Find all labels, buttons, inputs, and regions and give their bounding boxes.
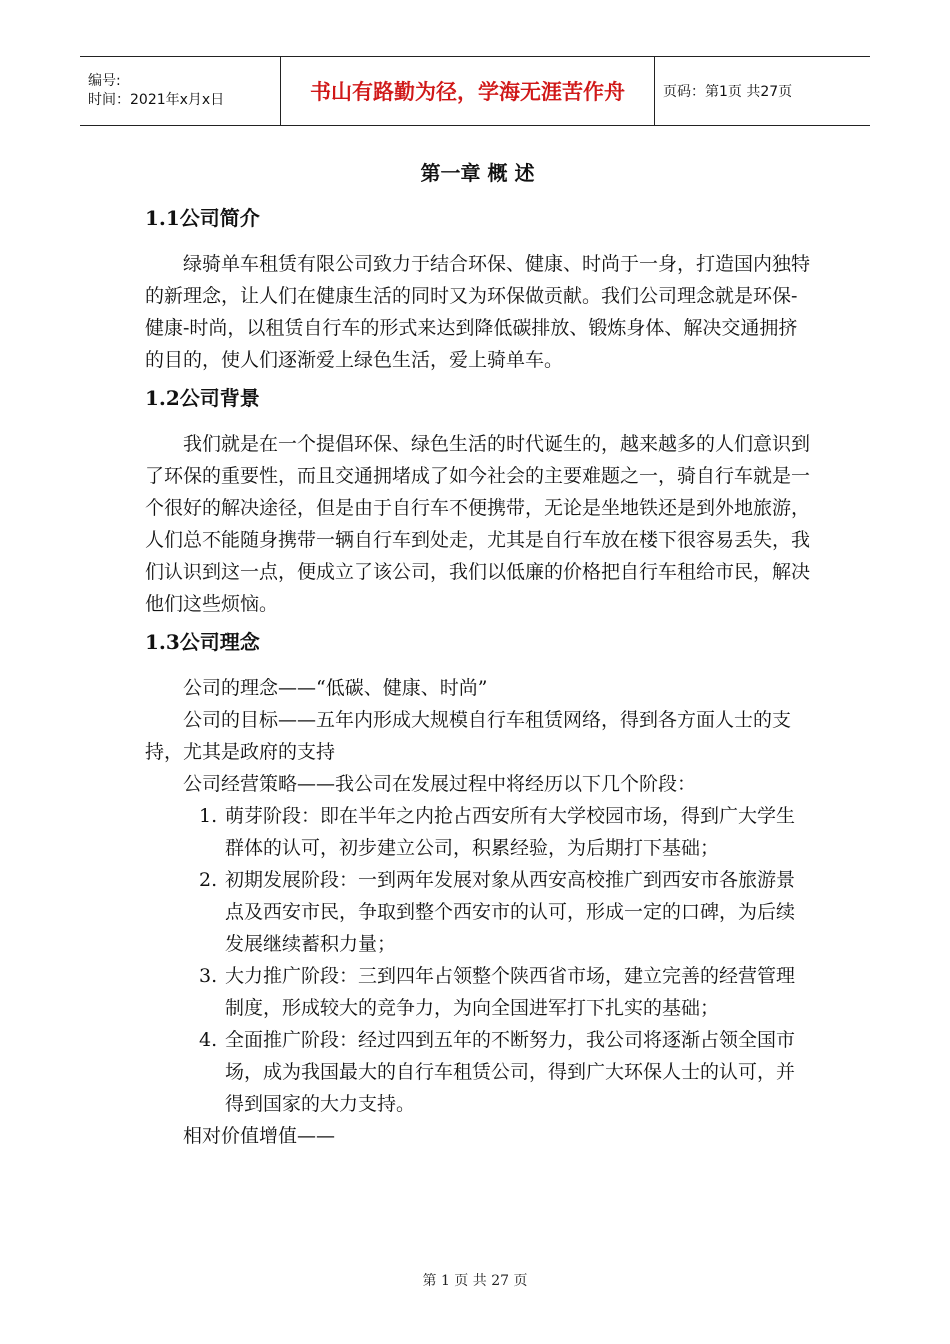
document-number-label: 编号: [88, 73, 121, 89]
page-header [80, 56, 870, 126]
list-item-number: 2. [199, 869, 218, 891]
list-item [145, 864, 810, 960]
list-item-number: 1. [199, 805, 218, 827]
section-paragraph-background: 我们就是在一个提倡环保、绿色生活的时代诞生的，越来越多的人们意识到了环保的重要性，而且交通拥堵成了如今社会的主要难题之一，骑自行车就是一个很好的解决途径，但是由于自行车不便携带，无论是坐地铁还是到外地旅游，人们总不能随身携带一辆自行车到处走，尤其是自行车放在楼下很容易丢失，我们认识到这一点，便成立了该公司，我们以低廉的价格把自行车租给市民，解决他们这些烦恼。 [145, 433, 811, 615]
page-footer: 第 1 页 共 27 页 [422, 1273, 528, 1289]
chapter-title: 第一章 概 述 [420, 161, 535, 185]
list-item-number: 3. [199, 965, 218, 987]
header-page-info: 页码：第1页 共27页 [663, 84, 793, 100]
document-date-label: 时间：2021年x月x日 [88, 92, 225, 108]
list-item [145, 1024, 810, 1120]
list-item-number: 4. [199, 1029, 218, 1051]
list-item [145, 800, 810, 864]
section-heading-intro: 1.1公司简介 [145, 206, 260, 230]
list-item [145, 960, 810, 1024]
strategy-stage-list [145, 800, 810, 1120]
philosophy-strategy: 公司经营策略——我公司在发展过程中将经历以下几个阶段： [183, 773, 697, 795]
list-item-text: 大力推广阶段：三到四年占领整个陕西省市场，建立完善的经营管理制度，形成较大的竞争力，为向全国进军打下扎实的基础； [225, 965, 796, 1019]
list-item-text: 初期发展阶段：一到两年发展对象从西安高校推广到西安市各旅游景点及西安市民，争取到整个西安市的认可，形成一定的口碑，为后续发展继续蓄积力量； [225, 869, 796, 955]
philosophy-concept: 公司的理念——“低碳、健康、时尚” [183, 677, 488, 699]
philosophy-goal: 公司的目标——五年内形成大规模自行车租赁网络，得到各方面人士的支持，尤其是政府的支持 [145, 709, 792, 763]
section-heading-philosophy: 1.3公司理念 [145, 630, 260, 654]
header-motto: 书山有路勤为径，学海无涯苦作舟 [281, 57, 655, 125]
document-body [145, 150, 810, 1152]
section-heading-background: 1.2公司背景 [145, 386, 260, 410]
list-item-text: 萌芽阶段：即在半年之内抢占西安所有大学校园市场，得到广大学生群体的认可，初步建立公司，积累经验，为后期打下基础； [225, 805, 796, 859]
philosophy-value-added: 相对价值增值—— [183, 1125, 336, 1147]
list-item-text: 全面推广阶段：经过四到五年的不断努力，我公司将逐渐占领全国市场，成为我国最大的自行车租赁公司，得到广大环保人士的认可，并得到国家的大力支持。 [225, 1029, 796, 1115]
header-meta [80, 57, 281, 125]
section-paragraph-intro: 绿骑单车租赁有限公司致力于结合环保、健康、时尚于一身，打造国内独特的新理念，让人们在健康生活的同时又为环保做贡献。我们公司理念就是环保-健康-时尚，以租赁自行车的形式来达到降低碳排放、锻炼身体、解决交通拥挤的目的，使人们逐渐爱上绿色生活，爱上骑单车。 [145, 253, 811, 371]
